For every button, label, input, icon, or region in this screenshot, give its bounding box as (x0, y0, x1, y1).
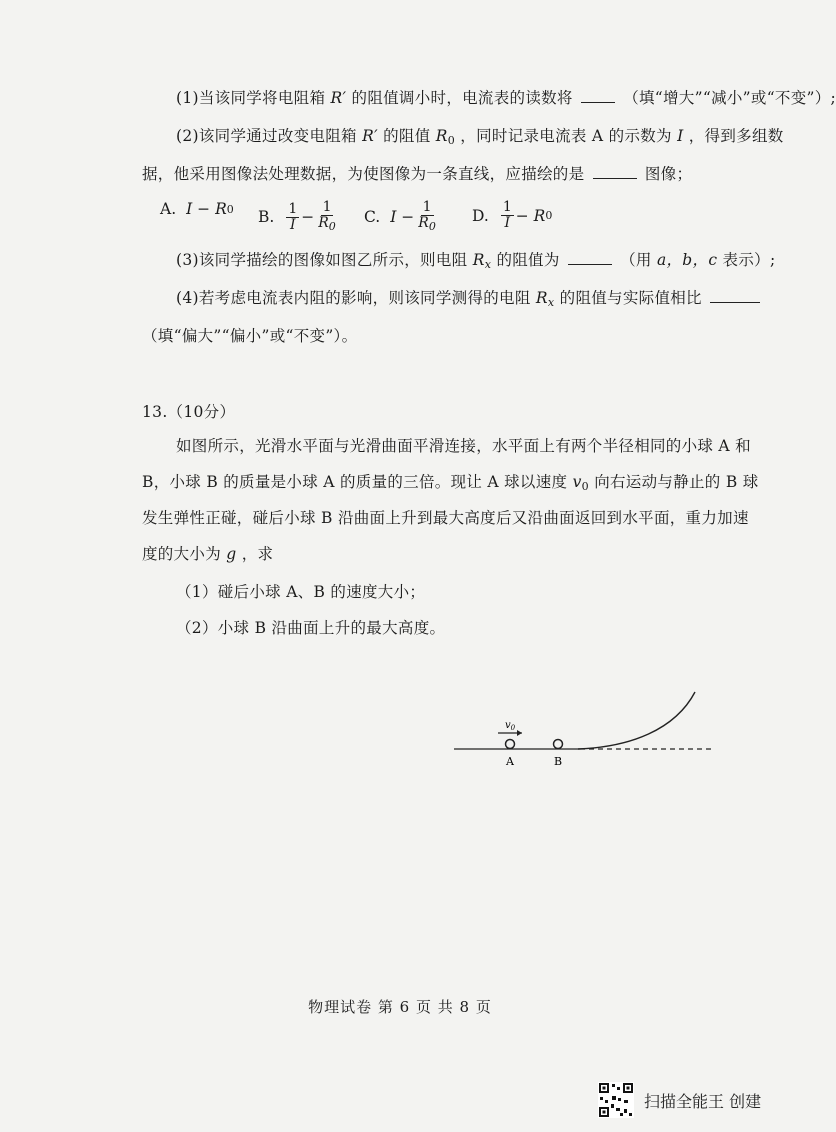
option-d-subscript: 0 (545, 209, 553, 222)
q13-line2 (142, 470, 759, 493)
q13-line1-text: 如图所示，光滑水平面与光滑曲面平滑连接，水平面上有两个半径相同的小球 A 和 (176, 437, 751, 455)
option-b-label: B. (258, 208, 275, 226)
answer-blank-3[interactable] (568, 250, 612, 265)
ball-a (506, 740, 515, 749)
fraction-denominator: R (318, 215, 329, 231)
q12-part1-text-b: 的阻值调小时，电流表的读数将 (351, 89, 573, 107)
q13-line1 (176, 434, 751, 456)
fraction-numerator: 1 (502, 199, 512, 215)
option-a-label: A. (160, 200, 177, 218)
var-g: g (226, 545, 237, 563)
q12-part2-text-d: ，得到多组数 (688, 127, 784, 145)
q13-line3 (142, 506, 749, 528)
option-d-fraction (501, 200, 514, 231)
option-c[interactable] (364, 200, 440, 234)
v0-label: $v_0$ (504, 720, 516, 732)
q12-part4-line2 (142, 324, 357, 346)
q13-line2-text-b: 向右运动与静止的 B 球 (594, 473, 759, 491)
answer-blank-1[interactable] (581, 88, 615, 103)
q12-part3 (176, 248, 775, 271)
q13-header-text: 13.（10分） (142, 403, 236, 421)
option-d-label: D. (472, 206, 489, 225)
q12-part4 (176, 286, 763, 309)
q12-part2-line1 (176, 124, 784, 147)
answer-blank-4[interactable] (710, 288, 760, 303)
option-b-fraction-2 (316, 200, 338, 234)
var-r0: R (435, 127, 448, 145)
option-c-fraction (416, 200, 438, 234)
q12-part2-line2-text: 据，他采用图像法处理数据，为使图像为一条直线，应描绘的是 (142, 165, 585, 183)
velocity-arrow-head (517, 730, 522, 736)
q13-line3-text: 发生弹性正碰，碰后小球 B 沿曲面上升到最大高度后又沿曲面返回到水平面，重力加速 (142, 509, 749, 527)
fraction-denominator-subscript: 0 (328, 220, 336, 233)
q13-sub2-text: （2）小球 B 沿曲面上升的最大高度。 (176, 619, 446, 637)
var-r-prime: R′ (362, 127, 378, 145)
q13-header (142, 400, 235, 422)
q13-sub2 (176, 616, 445, 638)
q12-part2-text-b: 的阻值 (383, 127, 431, 145)
option-d-expr: − R (515, 206, 546, 225)
var-v0-subscript: 0 (581, 480, 589, 493)
q13-sub1-text: （1）碰后小球 A、B 的速度大小； (176, 583, 426, 601)
fraction-numerator: 1 (288, 200, 298, 217)
answer-blank-2[interactable] (593, 164, 637, 179)
var-rx-subscript: x (547, 296, 555, 309)
q12-part4-line2-text: （填“偏大”“偏小”或“不变”）。 (142, 327, 358, 345)
var-i: I (677, 127, 684, 145)
q12-part4-text-a: (4)若考虑电流表内阻的影响，则该同学测得的电阻 (176, 289, 531, 307)
q12-part1 (176, 86, 836, 108)
q13-line4-text-b: ，求 (241, 545, 274, 563)
watermark-text: 扫描全能王 创建 (644, 1091, 762, 1111)
page-footer: 物理试卷 第 6 页 共 8 页 (308, 998, 492, 1016)
var-v0: v (572, 473, 582, 491)
q13-line4-text-a: 度的大小为 (142, 545, 222, 563)
option-c-expr: I − (390, 208, 415, 226)
var-rx-subscript: x (484, 258, 492, 271)
ball-b (554, 740, 563, 749)
q12-part3-text-a: (3)该同学描绘的图像如图乙所示，则电阻 (176, 251, 468, 269)
fraction-denominator: R (418, 215, 429, 231)
q12-part1-text-a: (1)当该同学将电阻箱 (176, 89, 326, 107)
fraction-numerator: 1 (322, 199, 332, 215)
var-rx: R (535, 289, 548, 307)
q12-part2-line2-tail: 图像； (644, 165, 693, 183)
minus-sign: − (301, 208, 315, 226)
q12-part1-text-c: （填“增大”“减小”或“不变”）; (623, 89, 836, 107)
ball-a-label: A (506, 755, 514, 768)
q12-part3-text-d: 表示）; (722, 251, 776, 269)
q12-part2-text-c: ，同时记录电流表 A 的示数为 (460, 127, 672, 145)
var-r-prime: R′ (330, 89, 347, 107)
qr-code-icon (598, 1082, 634, 1118)
q12-part3-text-c: （用 (620, 251, 652, 269)
fraction-denominator: I (504, 215, 511, 231)
q12-part3-text-b: 的阻值为 (496, 251, 560, 269)
collision-diagram (440, 690, 730, 770)
var-rx: R (472, 251, 485, 269)
option-a-expr: I − R (186, 200, 227, 218)
var-r0-subscript: 0 (447, 134, 456, 147)
option-a[interactable] (160, 200, 234, 218)
option-c-label: C. (364, 208, 381, 226)
q12-part2-text-a: (2)该同学通过改变电阻箱 (176, 127, 357, 145)
option-a-subscript: 0 (226, 202, 234, 216)
fraction-denominator-subscript: 0 (428, 220, 436, 233)
q13-line2-text-a: B，小球 B 的质量是小球 A 的质量的三倍。现让 A 球以速度 (142, 473, 568, 491)
fraction-numerator: 1 (422, 199, 432, 215)
scanner-watermark (598, 1082, 761, 1118)
ball-b-label: B (553, 755, 563, 768)
option-d[interactable] (472, 200, 552, 231)
q12-part4-text-b: 的阻值与实际值相比 (559, 289, 702, 307)
option-b[interactable] (258, 200, 340, 234)
q12-part2-line2 (142, 162, 692, 184)
vars-abc: a，b，c (656, 251, 718, 269)
q13-sub1 (176, 580, 425, 602)
q13-line4 (142, 542, 273, 564)
curved-surface (578, 692, 695, 749)
option-b-fraction-1 (286, 202, 299, 233)
fraction-denominator: I (290, 216, 296, 233)
